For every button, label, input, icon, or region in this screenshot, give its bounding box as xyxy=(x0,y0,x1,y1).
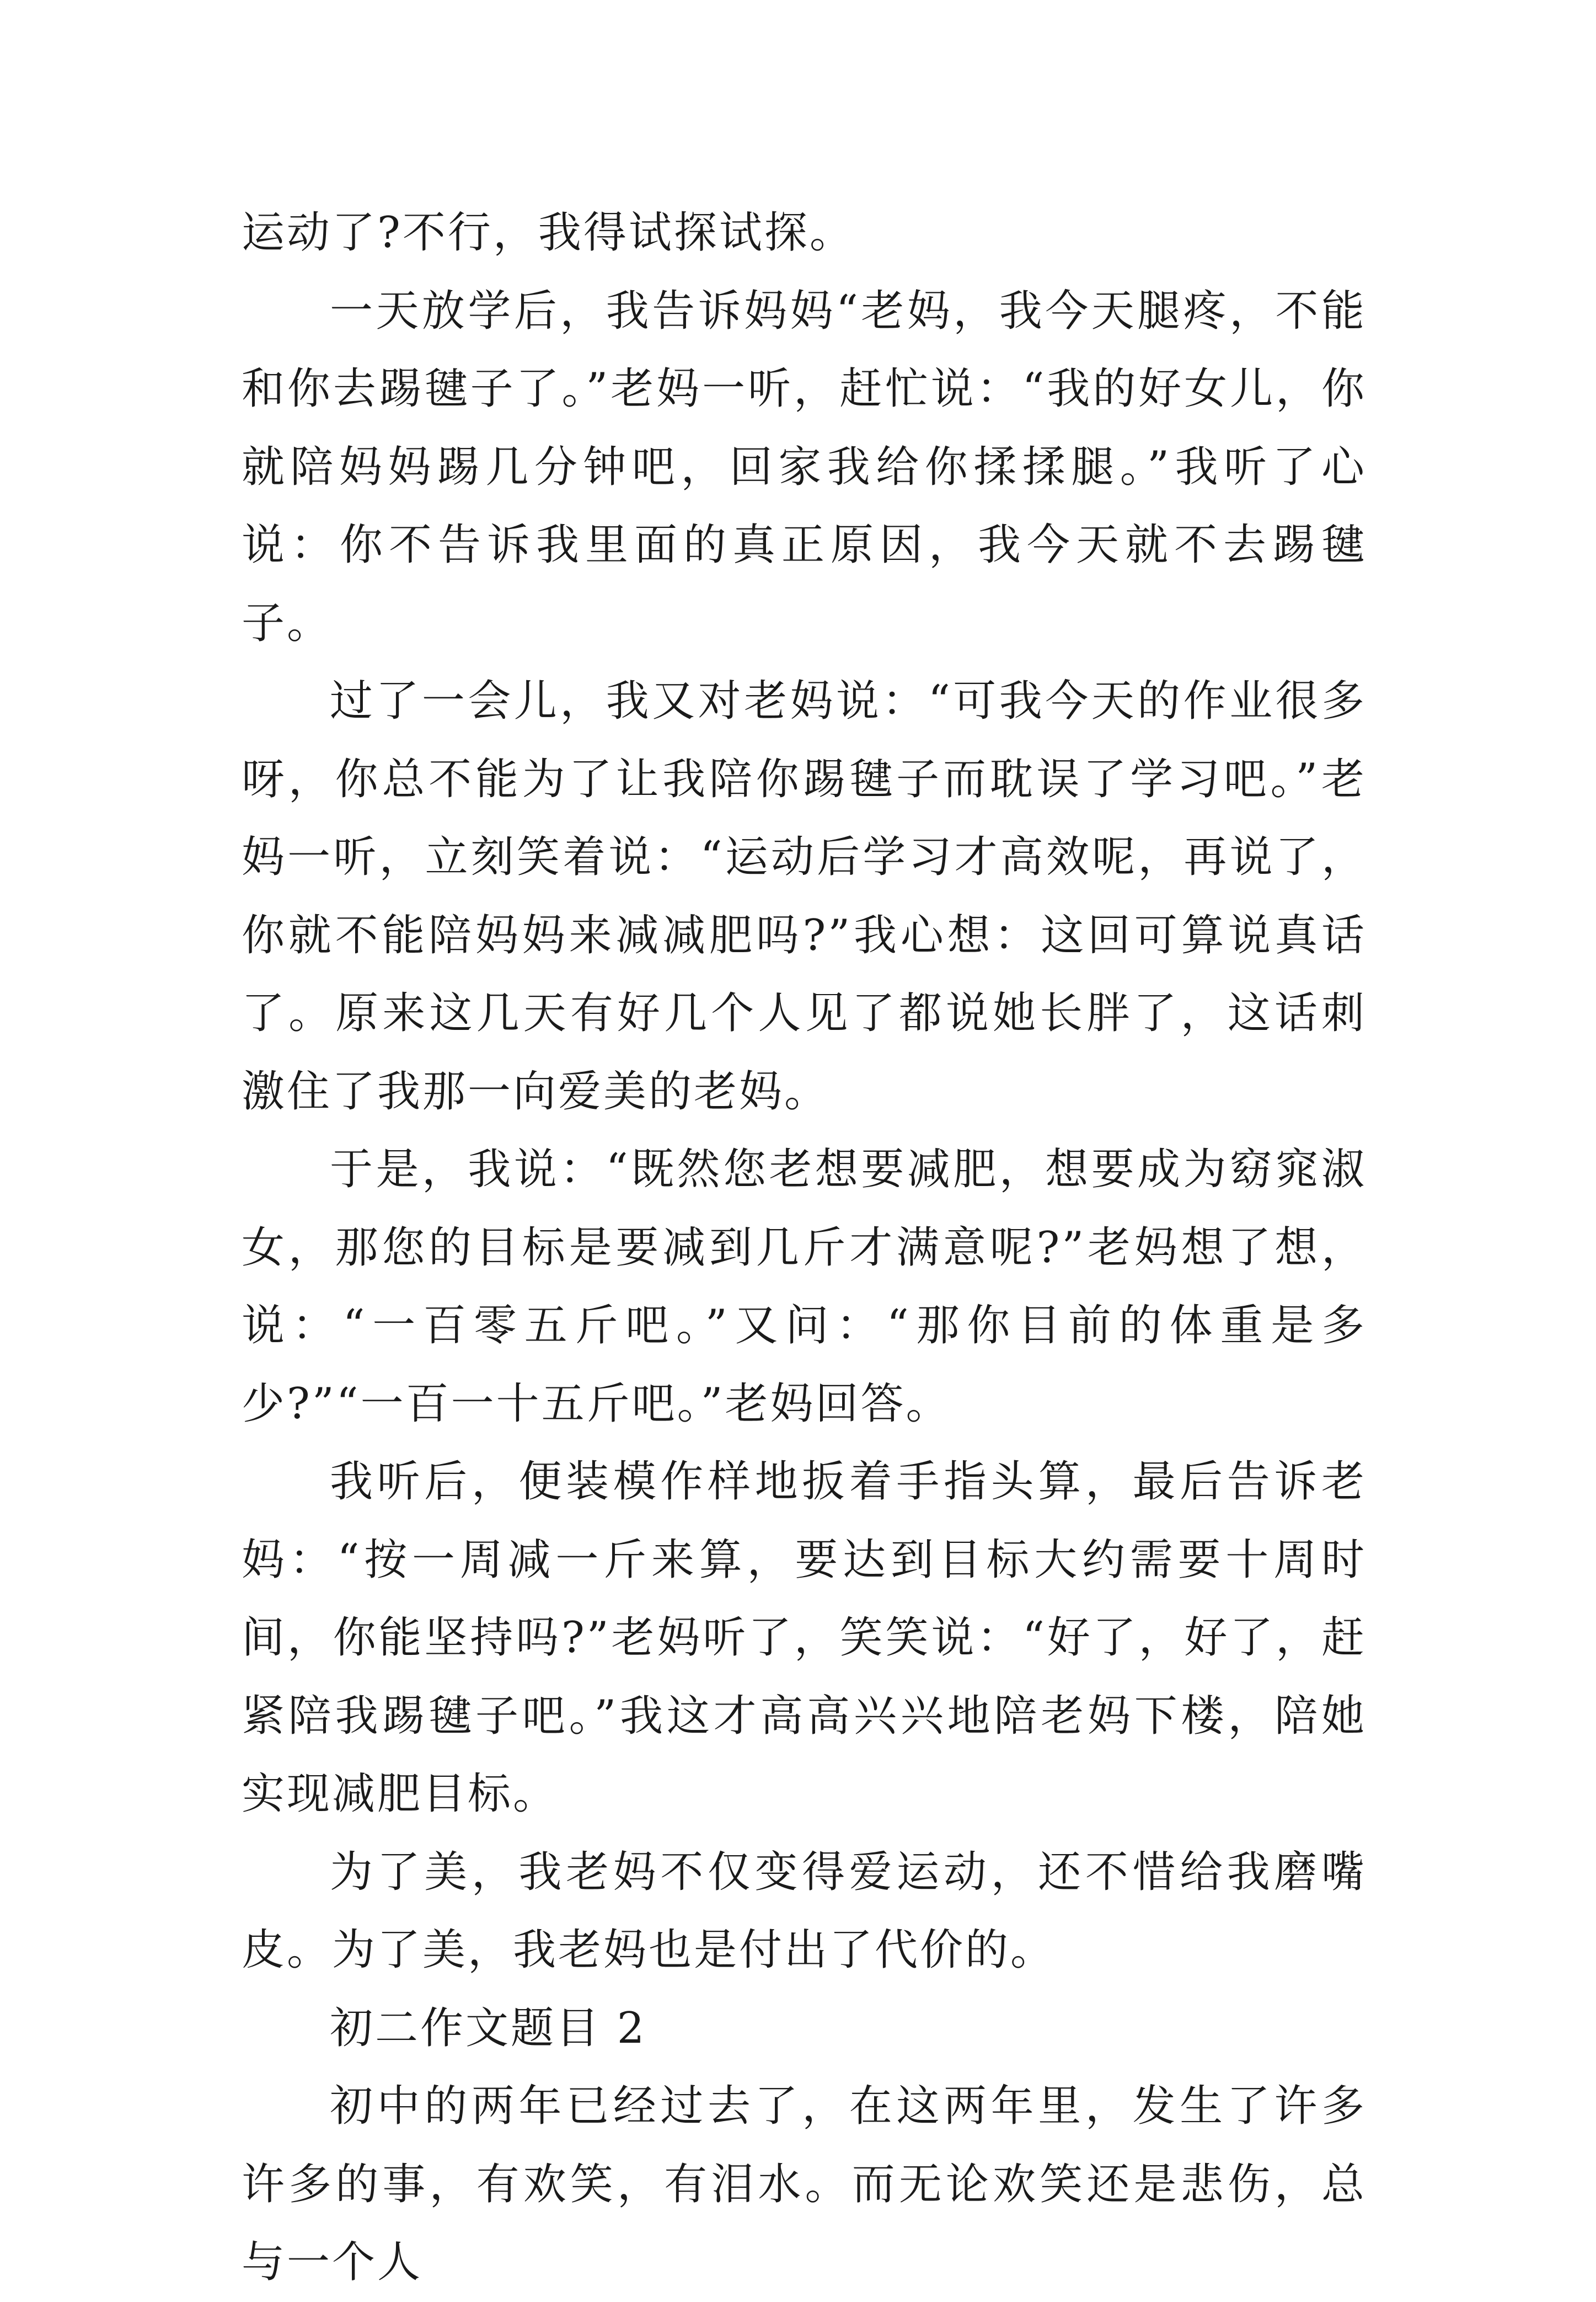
section-title: 初二作文题目 2 xyxy=(330,2003,647,2053)
paragraph-continuation: 运动了?不行，我得试探试探。 xyxy=(242,208,855,258)
paragraph: 初中的两年已经过去了，在这两年里，发生了许多许多的事，有欢笑，有泪水。而无论欢笑还是悲伤，总与一个人 xyxy=(242,2081,1367,2287)
paragraph: 过了一会儿，我又对老妈说：“可我今天的作业很多呀，你总不能为了让我陪你踢毽子而耽误了学习吧。”老妈一听，立刻笑着说：“运动后学习才高效呢，再说了，你就不能陪妈妈来减减肥吗?”我心想：这回可算说真话了。原来这几天有好几个人见了都说她长胖了，这话刺激住了我那一向爱美的老妈。 xyxy=(242,676,1367,1117)
paragraph: 为了美，我老妈不仅变得爱运动，还不惜给我磨嘴皮。为了美，我老妈也是付出了代价的。 xyxy=(242,1847,1367,1975)
paragraph: 我听后，便装模作样地扳着手指头算，最后告诉老妈：“按一周减一斤来算，要达到目标大约需要十周时间，你能坚持吗?”老妈听了，笑笑说：“好了，好了，赶紧陪我踢毽子吧。”我这才高高兴兴地陪老妈下楼，陪她实现减肥目标。 xyxy=(242,1457,1367,1819)
paragraph: 一天放学后，我告诉妈妈“老妈，我今天腿疼，不能和你去踢毽子了。”老妈一听，赶忙说：“我的好女儿，你就陪妈妈踢几分钟吧，回家我给你揉揉腿。”我听了心说：你不告诉我里面的真正原因，我今天就不去踢毽子。 xyxy=(242,286,1367,648)
paragraph: 于是，我说：“既然您老想要减肥，想要成为窈窕淑女，那您的目标是要减到几斤才满意呢?”老妈想了想，说：“一百零五斤吧。”又问：“那你目前的体重是多少?”“一百一十五斤吧。”老妈回答。 xyxy=(242,1145,1367,1429)
document-body xyxy=(242,194,1367,2302)
